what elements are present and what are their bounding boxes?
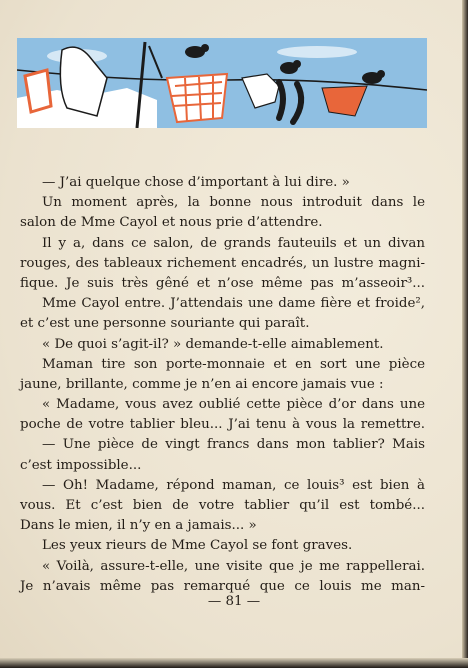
- text-line: Dans le mien, il n’y en a jamais... »: [20, 518, 257, 534]
- text-line: poche de votre tablier bleu... J’ai tenu à vous la remettre.: [20, 417, 425, 433]
- text-line: — Une pièce de vingt francs dans mon tablier? Mais: [42, 437, 425, 453]
- text-line: fique. Je suis très gêné et n’ose même pas m’asseoir³...: [20, 275, 425, 291]
- text-line: Je n’avais même pas remarqué que ce louis me man-: [20, 578, 425, 594]
- text-line: c’est impossible...: [20, 457, 142, 473]
- page-bottom-shadow: [0, 658, 468, 668]
- text-line: — J’ai quelque chose d’important à lui dire. »: [42, 175, 350, 190]
- text-line: et c’est une personne souriante qui paraît.: [20, 316, 310, 332]
- clothesline-illustration: [17, 38, 427, 128]
- text-line: jaune, brillante, comme je n’en ai encore jamais vue :: [20, 376, 384, 392]
- text-line: — Oh! Madame, répond maman, ce louis³ est bien à: [42, 477, 425, 493]
- text-line: Mme Cayol entre. J’attendais une dame fière et froide²,: [42, 296, 425, 312]
- page-number: — 81 —: [207, 594, 261, 609]
- page-body-text: [20, 173, 425, 597]
- text-line: « Madame, vous avez oublié cette pièce d’or dans une: [42, 397, 425, 413]
- text-line: Un moment après, la bonne nous introduit dans le: [42, 195, 425, 211]
- page-edge-shadow: [462, 0, 468, 668]
- text-line: vous. Et c’est bien de votre tablier qu’il est tombé...: [20, 498, 425, 513]
- text-line: Les yeux rieurs de Mme Cayol se font graves.: [42, 538, 353, 554]
- text-line: « Voilà, assure-t-elle, une visite que je me rappellerai.: [42, 558, 425, 574]
- text-line: « De quoi s’agit-il? » demande-t-elle aimablement.: [42, 336, 384, 352]
- text-line: salon de Mme Cayol et nous prie d’attendre.: [20, 215, 323, 231]
- text-line: Maman tire son porte-monnaie et en sort une pièce: [42, 356, 425, 372]
- text-line: Il y a, dans ce salon, de grands fauteuils et un divan: [42, 235, 425, 251]
- text-line: rouges, des tableaux richement encadrés, un lustre magni-: [20, 255, 425, 271]
